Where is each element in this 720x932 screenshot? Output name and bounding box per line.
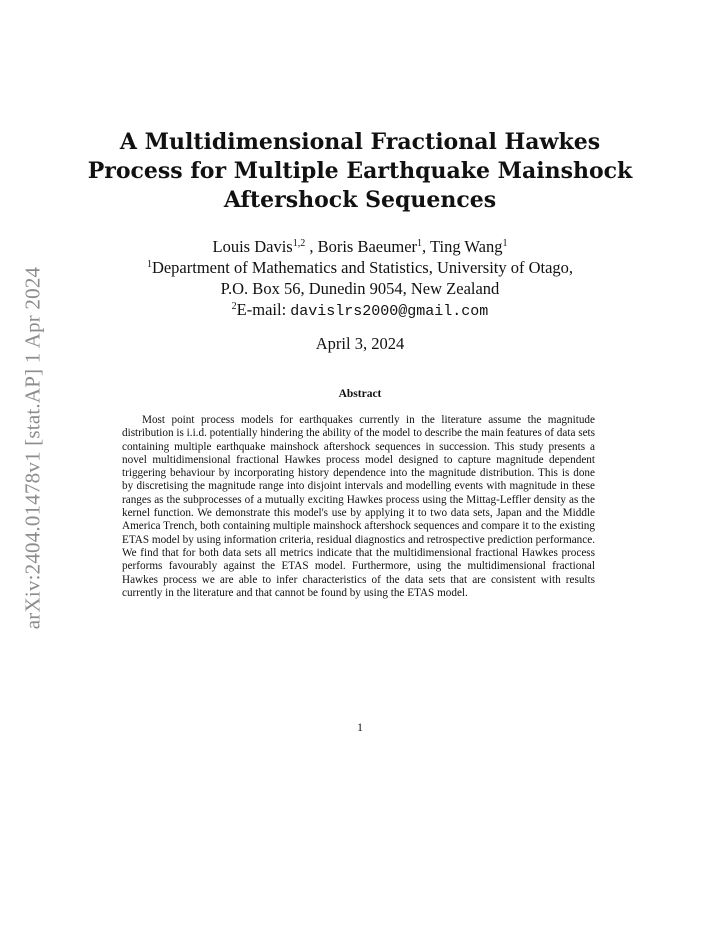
author-affiliation-mark: 1,2 (292, 238, 306, 249)
affiliation-line-2: P.O. Box 56, Dunedin 9054, New Zealand (220, 279, 500, 298)
author-name: Ting Wang (429, 237, 503, 256)
email-label: E-mail: (236, 300, 291, 319)
affiliation-mark: 1 (146, 259, 152, 270)
author-block (80, 236, 640, 322)
abstract-heading: Abstract (338, 388, 382, 400)
paper-date: April 3, 2024 (315, 334, 405, 353)
author-affiliation-mark: 1 (417, 238, 423, 249)
abstract-body: Most point process models for earthquakes currently in the literature assume the magnitude distribution is i.i.d. potentially hindering the ability of the model to describe the main features of data sets containing multiple earthquake mainshock aftershock sequences in succession. This study presents a novel multidimensional fractional Hawkes process model designed to capture magnitude dependent triggering behaviour by incorporating history dependence into the magnitude distribution. This is done by discretising the magnitude range into disjoint intervals and modelling events with magnitude in these ranges as the subprocesses of a mutually exciting Hawkes process using the Mittag-Leffler density as the kernel function. We demonstrate this model's use by applying it to two data sets, Japan and the Middle America Trench, both containing multiple mainshock aftershock sequences and compare it to the existing ETAS model by using information criteria, residual diagnostics and retrospective prediction performance. We find that for both data sets all metrics indicate that the multidimensional fractional Hawkes process performs favourably against the ETAS model. Furthermore, using the multidimensional fractional Hawkes process we are able to infer characteristics of the data sets that are consistent with results currently in the literature and that cannot be found by using the ETAS model. (122, 414, 595, 599)
email-line (80, 299, 640, 322)
author-list: Louis Davis$^{1,2}$ , Boris Baeumer$^1$, Ting Wang$^1$ (212, 237, 508, 256)
author-name: Louis Davis (212, 237, 293, 256)
title-line-1: A Multidimensional Fractional Hawkes (119, 129, 601, 155)
email-mark: 2 (231, 301, 237, 312)
affiliation-text: Department of Mathematics and Statistics, University of Otago, (151, 258, 574, 277)
email-address[interactable]: davislrs2000@gmail.com (290, 303, 489, 320)
affiliation-line-1 (80, 257, 640, 278)
title-line-2: Process for Multiple Earthquake Mainshock (87, 158, 633, 184)
page-number: 1 (357, 722, 363, 734)
arxiv-identifier: arXiv:2404.01478v1 [stat.AP] 1 Apr 2024 (20, 266, 45, 630)
author-affiliation-mark: 1 (502, 238, 508, 249)
author-name: Boris Baeumer (317, 237, 418, 256)
paper-title (80, 128, 640, 215)
title-line-3: Aftershock Sequences (223, 187, 497, 213)
